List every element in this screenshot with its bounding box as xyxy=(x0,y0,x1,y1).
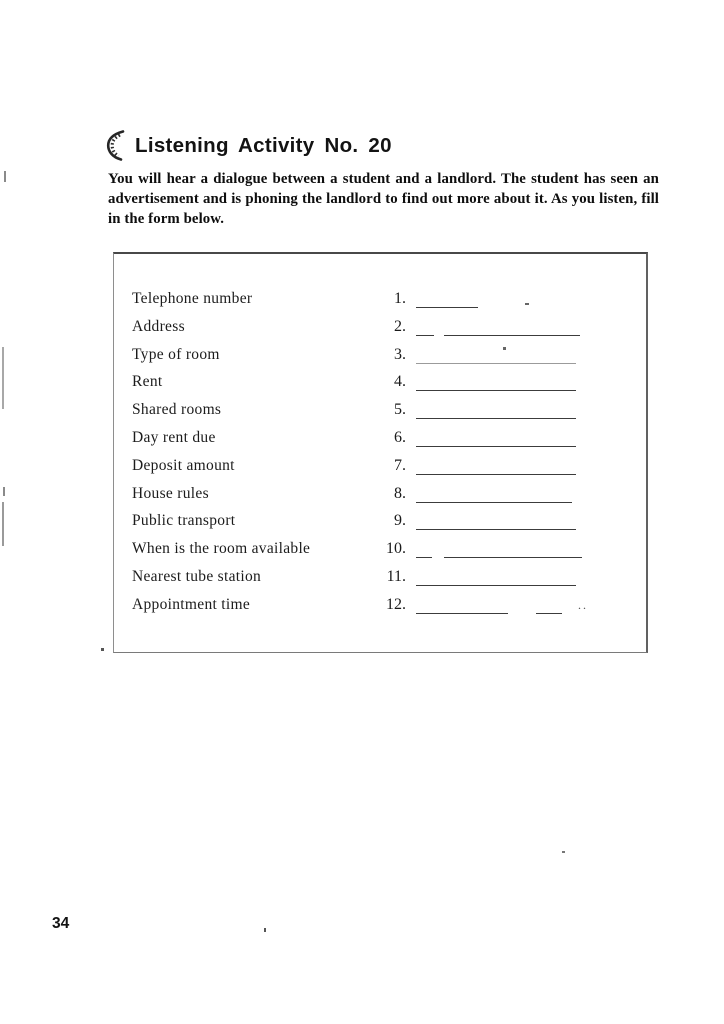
answer-blank-line xyxy=(416,540,582,558)
form-row xyxy=(114,429,646,457)
blank-line-segment xyxy=(416,502,572,503)
blank-line-segment xyxy=(416,557,432,558)
blank-line-segment xyxy=(416,613,508,614)
field-label: Rent xyxy=(132,373,163,391)
blank-line-segment xyxy=(416,585,576,586)
blank-line-segment xyxy=(416,390,576,391)
form-row xyxy=(114,401,646,429)
page-number: 34 xyxy=(52,915,70,932)
form-rows xyxy=(114,290,646,624)
field-label: Address xyxy=(132,317,185,335)
item-number: 2. xyxy=(394,317,406,335)
item-number: 7. xyxy=(394,456,406,474)
scan-artifact xyxy=(2,502,4,546)
answer-blank-line: .. xyxy=(416,596,588,614)
form-row xyxy=(114,568,646,596)
field-label: Day rent due xyxy=(132,428,216,446)
activity-header xyxy=(105,129,392,162)
item-number: 3. xyxy=(394,345,406,363)
item-number: 11. xyxy=(386,567,406,585)
scan-artifact xyxy=(2,347,4,409)
activity-title: Listening Activity No. 20 xyxy=(135,133,392,157)
answer-blank-line xyxy=(416,290,478,308)
field-label: Shared rooms xyxy=(132,401,222,419)
field-label: Public transport xyxy=(132,512,236,530)
blank-line-segment xyxy=(416,474,576,475)
item-number: 12. xyxy=(386,595,406,613)
instructions-line: advertisement and is phoning the landlord to find out more about it. As you listen, fill xyxy=(108,190,659,207)
form-row xyxy=(114,318,646,346)
form-row xyxy=(114,540,646,568)
item-number: 8. xyxy=(394,484,406,502)
item-number: 4. xyxy=(394,373,406,391)
form-row xyxy=(114,290,646,318)
blank-line-segment xyxy=(444,557,582,558)
field-label: Telephone number xyxy=(132,290,253,307)
answer-blank-line xyxy=(416,457,576,475)
form-row xyxy=(114,485,646,513)
answer-blank-line xyxy=(416,346,576,364)
scan-artifact xyxy=(503,347,506,350)
blank-line-segment xyxy=(416,446,576,447)
ear-listening-icon xyxy=(105,129,130,162)
item-number: 9. xyxy=(394,512,406,530)
item-number: 6. xyxy=(394,428,406,446)
blank-line-segment xyxy=(416,529,576,530)
blank-line-segment xyxy=(416,418,576,419)
blank-line-segment xyxy=(416,335,434,336)
field-label: House rules xyxy=(132,484,209,502)
answer-blank-line xyxy=(416,318,580,336)
scan-artifact xyxy=(101,648,104,651)
item-number: 10. xyxy=(386,540,406,558)
answer-blank-line xyxy=(416,512,576,530)
scan-artifact xyxy=(562,851,565,853)
answer-form-box xyxy=(113,252,648,653)
blank-line-segment xyxy=(416,307,478,308)
blank-line-segment xyxy=(536,613,562,614)
instructions-line: in the form below. xyxy=(108,210,225,227)
answer-blank-line xyxy=(416,485,572,503)
field-label: Nearest tube station xyxy=(132,567,262,585)
blank-line-segment xyxy=(444,335,580,336)
field-label: Appointment time xyxy=(132,595,251,613)
answer-blank-line xyxy=(416,568,576,586)
answer-blank-line xyxy=(416,401,576,419)
scan-artifact xyxy=(3,487,5,496)
scan-artifact xyxy=(4,171,6,182)
form-row xyxy=(114,346,646,374)
answer-blank-line xyxy=(416,429,576,447)
field-label: When is the room available xyxy=(132,540,311,558)
form-row xyxy=(114,512,646,540)
instructions-paragraph xyxy=(108,170,659,229)
item-number: 1. xyxy=(394,290,406,307)
instructions-line: You will hear a dialogue between a student and a landlord. The student has seen an xyxy=(108,171,659,187)
form-row xyxy=(114,373,646,401)
field-label: Type of room xyxy=(132,345,220,363)
item-number: 5. xyxy=(394,401,406,419)
field-label: Deposit amount xyxy=(132,456,235,474)
scan-artifact xyxy=(525,303,529,305)
scan-artifact xyxy=(264,928,266,932)
blank-line-segment xyxy=(416,363,576,364)
answer-blank-line xyxy=(416,373,576,391)
form-row xyxy=(114,596,646,624)
form-row xyxy=(114,457,646,485)
